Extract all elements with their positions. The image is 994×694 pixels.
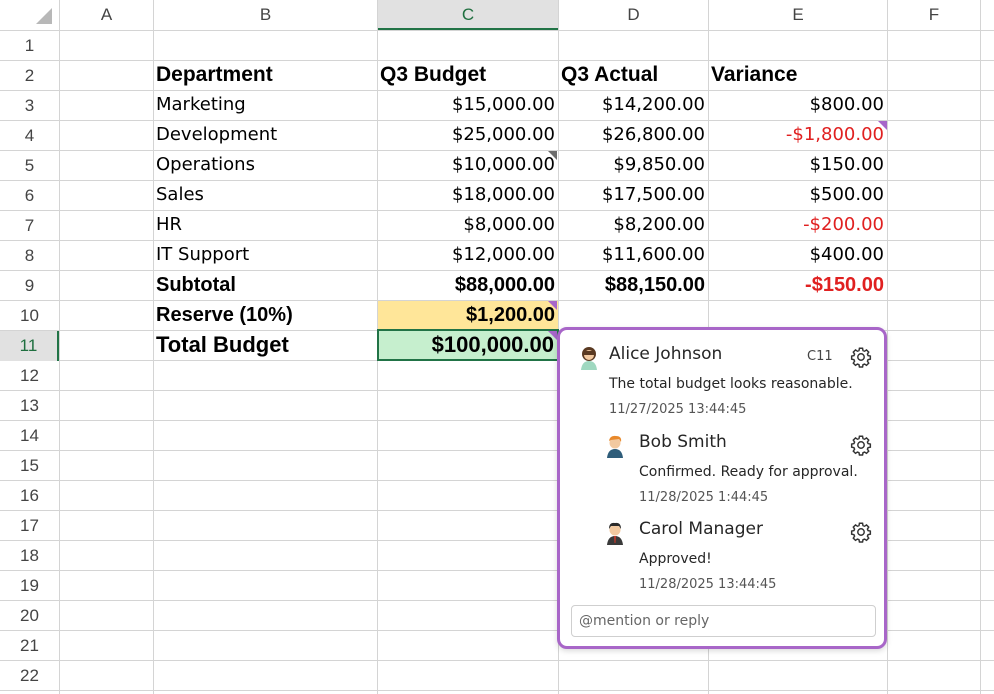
gear-icon[interactable] <box>850 521 872 543</box>
cell-department[interactable]: HR <box>156 214 183 235</box>
cell-budget[interactable]: $10,000.00 <box>451 154 555 175</box>
cell-actual[interactable]: $11,600.00 <box>601 244 705 265</box>
select-all-button[interactable] <box>0 0 59 30</box>
man-orange-hair-avatar-icon <box>604 434 626 458</box>
comment-author: Alice Johnson <box>609 344 723 364</box>
column-header-f[interactable]: F <box>888 0 980 30</box>
cell-budget[interactable]: $12,000.00 <box>451 244 555 265</box>
cell-reference: C11 <box>807 349 833 364</box>
reply-input[interactable] <box>571 605 876 637</box>
cell-budget[interactable]: $18,000.00 <box>451 184 555 205</box>
comment-timestamp: 11/27/2025 13:44:45 <box>609 402 747 417</box>
subtotal-budget[interactable]: $88,000.00 <box>454 274 555 296</box>
row-header-12[interactable]: 12 <box>20 366 39 385</box>
cell-actual[interactable]: $17,500.00 <box>601 184 705 205</box>
cell-variance[interactable]: $500.00 <box>809 184 884 205</box>
cell-actual[interactable]: $26,800.00 <box>601 124 705 145</box>
select-all-triangle-icon <box>36 8 52 24</box>
row-header-4[interactable]: 4 <box>24 126 35 145</box>
row-header-13[interactable]: 13 <box>20 396 39 415</box>
cell-budget[interactable]: $25,000.00 <box>451 124 555 145</box>
cell-variance[interactable]: $800.00 <box>809 94 884 115</box>
column-header-b[interactable]: B <box>154 0 377 30</box>
header-q3-budget[interactable]: Q3 Budget <box>380 63 487 86</box>
cell-variance-negative[interactable]: -$200.00 <box>803 214 884 235</box>
row-header-8[interactable]: 8 <box>24 246 35 265</box>
row-header-21[interactable]: 21 <box>20 636 39 655</box>
column-header-c[interactable]: C <box>378 0 558 30</box>
row-header-2[interactable]: 2 <box>24 66 35 85</box>
cell-actual[interactable]: $14,200.00 <box>601 94 705 115</box>
cell-actual[interactable]: $9,850.00 <box>613 154 705 175</box>
total-budget-label[interactable]: Total Budget <box>156 332 289 357</box>
header-variance[interactable]: Variance <box>711 63 798 86</box>
cell-variance[interactable]: $400.00 <box>809 244 884 265</box>
comment-text: Approved! <box>639 551 712 567</box>
row-header-16[interactable]: 16 <box>20 486 39 505</box>
note-indicator-icon[interactable] <box>548 151 557 160</box>
subtotal-label[interactable]: Subtotal <box>156 274 236 296</box>
row-header-19[interactable]: 19 <box>20 576 39 595</box>
woman-avatar-icon <box>578 346 600 370</box>
comment-timestamp: 11/28/2025 13:44:45 <box>639 577 777 592</box>
header-q3-actual[interactable]: Q3 Actual <box>561 63 659 86</box>
cell-actual[interactable]: $8,200.00 <box>613 214 705 235</box>
row-header-14[interactable]: 14 <box>20 426 39 445</box>
comment-author: Carol Manager <box>639 519 763 539</box>
row-header-11[interactable]: 11 <box>0 331 59 361</box>
row-header-18[interactable]: 18 <box>20 546 39 565</box>
reserve-budget[interactable]: $1,200.00 <box>378 301 558 330</box>
cell-department[interactable]: Development <box>156 124 278 145</box>
comment-indicator-icon[interactable] <box>878 121 887 130</box>
cell-budget[interactable]: $15,000.00 <box>451 94 555 115</box>
subtotal-actual[interactable]: $88,150.00 <box>604 274 705 296</box>
subtotal-variance[interactable]: -$150.00 <box>805 274 884 296</box>
comment-text: The total budget looks reasonable. <box>609 376 853 392</box>
row-header-3[interactable]: 3 <box>24 96 35 115</box>
row-header-22[interactable]: 22 <box>20 666 39 685</box>
row-header-15[interactable]: 15 <box>20 456 39 475</box>
column-header-d[interactable]: D <box>559 0 708 30</box>
person-dark-hair-avatar-icon <box>604 521 626 545</box>
reserve-label[interactable]: Reserve (10%) <box>156 304 293 326</box>
gear-icon[interactable] <box>850 434 872 456</box>
cell-budget[interactable]: $8,000.00 <box>463 214 555 235</box>
cell-department[interactable]: Sales <box>156 184 204 205</box>
total-budget-cell-selected[interactable]: $100,000.00 <box>377 329 559 361</box>
row-header-10[interactable]: 10 <box>20 306 39 325</box>
cell-department[interactable]: Operations <box>156 154 255 175</box>
cell-department[interactable]: IT Support <box>156 244 250 265</box>
comment-text: Confirmed. Ready for approval. <box>639 464 858 480</box>
row-header-5[interactable]: 5 <box>24 156 35 175</box>
row-header-17[interactable]: 17 <box>20 516 39 535</box>
cell-variance-negative[interactable]: -$1,800.00 <box>785 124 884 145</box>
comment-timestamp: 11/28/2025 1:44:45 <box>639 490 769 505</box>
row-header-9[interactable]: 9 <box>24 276 35 295</box>
column-header-a[interactable]: A <box>60 0 153 30</box>
comment-author: Bob Smith <box>639 432 727 452</box>
comment-indicator-icon[interactable] <box>548 301 557 310</box>
comment-indicator-icon[interactable] <box>548 331 557 340</box>
header-department[interactable]: Department <box>156 63 273 86</box>
gear-icon[interactable] <box>850 346 872 368</box>
column-header-e[interactable]: E <box>709 0 887 30</box>
comment-thread-card[interactable] <box>557 327 887 649</box>
row-header-6[interactable]: 6 <box>24 186 35 205</box>
cell-department[interactable]: Marketing <box>156 94 246 115</box>
row-header-1[interactable]: 1 <box>24 36 35 55</box>
cell-variance[interactable]: $150.00 <box>809 154 884 175</box>
row-header-7[interactable]: 7 <box>24 216 35 235</box>
row-header-20[interactable]: 20 <box>20 606 39 625</box>
